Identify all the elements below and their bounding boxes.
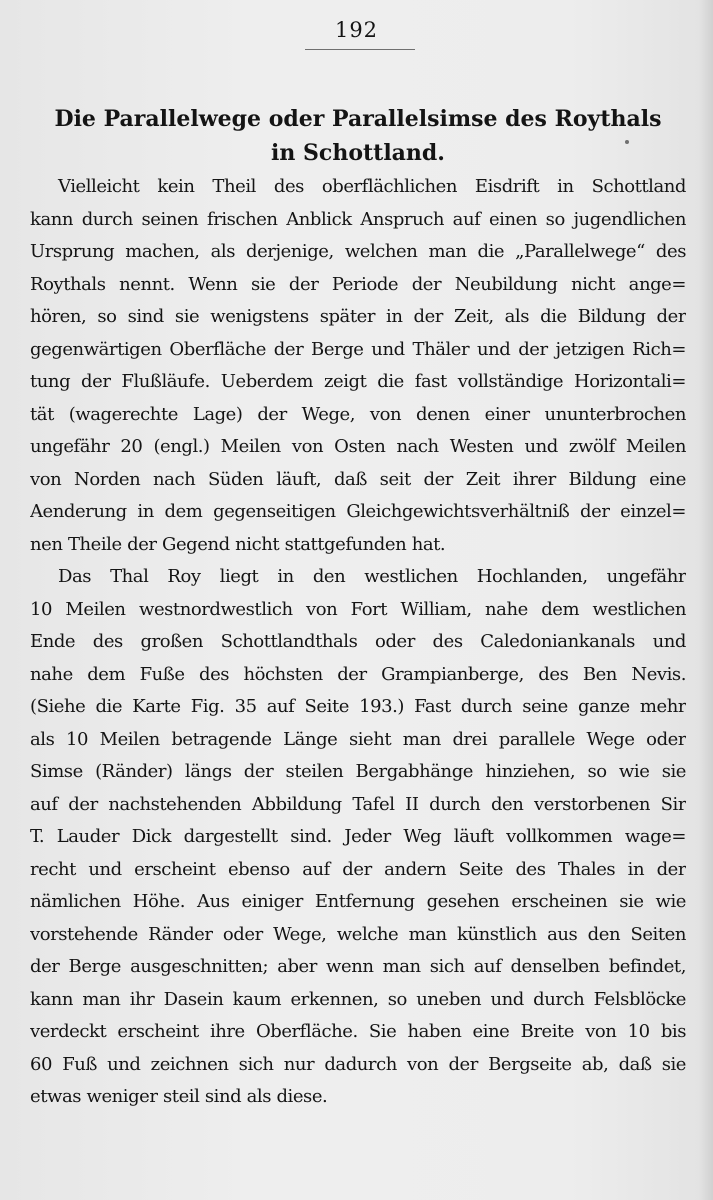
text-line: (Siehe die Karte Fig. 35 auf Seite 193.) Fast durch seine ganze mehr bbox=[30, 696, 686, 717]
paragraph-1 bbox=[30, 171, 686, 561]
text-line: auf der nachstehenden Abbildung Tafel II durch den verstorbenen Sir bbox=[30, 793, 686, 815]
heading-line-2: in Schottland. bbox=[271, 140, 445, 166]
text-line: ungefähr 20 (engl.) Meilen von Osten nach Westen und zwölf Meilen bbox=[30, 436, 686, 457]
text-line: recht und erscheint ebenso auf der andern Seite des Thales in der bbox=[30, 858, 686, 880]
paragraph-2 bbox=[30, 561, 686, 1114]
text-line: etwas weniger steil sind als diese. bbox=[30, 1086, 328, 1107]
page-number: 192 bbox=[334, 18, 379, 42]
text-line: Das Thal Roy liegt in den westlichen Hochlanden, ungefähr bbox=[58, 566, 686, 587]
text-line: vorstehende Ränder oder Wege, welche man künstlich aus den Seiten bbox=[30, 923, 686, 945]
text-line: Vielleicht kein Theil des oberflächlichen Eisdrift in Schottland bbox=[58, 176, 686, 197]
text-line: Simse (Ränder) längs der steilen Bergabhänge hinziehen, so wie sie bbox=[30, 761, 686, 782]
text-line: gegenwärtigen Oberfläche der Berge und Thäler und der jetzigen Rich= bbox=[30, 338, 686, 360]
text-line: 10 Meilen westnordwestlich von Fort William, nahe dem westlichen bbox=[30, 598, 686, 620]
text-line: kann durch seinen frischen Anblick Anspruch auf einen so jugendlichen bbox=[30, 208, 686, 230]
text-line: kann man ihr Dasein kaum erkennen, so uneben und durch Felsblöcke bbox=[30, 988, 686, 1010]
text-line: Aenderung in dem gegenseitigen Gleichgewichtsverhältniß der einzel= bbox=[30, 501, 686, 522]
section-heading bbox=[18, 102, 698, 170]
text-line: nämlichen Höhe. Aus einiger Entfernung gesehen erscheinen sie wie bbox=[30, 891, 686, 912]
body-text bbox=[30, 171, 686, 1114]
text-line: tung der Flußläufe. Ueberdem zeigt die fast vollständige Horizontali= bbox=[30, 371, 686, 392]
text-line: nahe dem Fuße des höchsten der Grampianberge, des Ben Nevis. bbox=[30, 663, 686, 685]
text-line: hören, so sind sie wenigstens später in der Zeit, als die Bildung der bbox=[30, 306, 686, 327]
text-line: als 10 Meilen betragende Länge sieht man drei parallele Wege oder bbox=[30, 728, 686, 750]
text-line: der Berge ausgeschnitten; aber wenn man sich auf denselben befindet, bbox=[30, 956, 686, 977]
text-line: Roythals nennt. Wenn sie der Periode der Neubildung nicht ange= bbox=[30, 273, 686, 295]
text-line: von Norden nach Süden läuft, daß seit der Zeit ihrer Bildung eine bbox=[30, 468, 686, 490]
text-line: 60 Fuß und zeichnen sich nur dadurch von der Bergseite ab, daß sie bbox=[30, 1053, 686, 1075]
text-line: tät (wagerechte Lage) der Wege, von denen einer ununterbrochen bbox=[30, 403, 686, 425]
page-number-rule bbox=[305, 49, 415, 50]
text-line: T. Lauder Dick dargestellt sind. Jeder Weg läuft vollkommen wage= bbox=[30, 826, 686, 847]
text-line: Ende des großen Schottlandthals oder des Caledoniankanals und bbox=[30, 631, 686, 652]
text-line: nen Theile der Gegend nicht stattgefunden hat. bbox=[30, 533, 446, 555]
page-edge-shadow bbox=[699, 0, 713, 1200]
text-line: verdeckt erscheint ihre Oberfläche. Sie haben eine Breite von 10 bis bbox=[30, 1021, 686, 1042]
heading-line-1: Die Parallelwege oder Parallelsimse des Roythals bbox=[54, 106, 662, 132]
text-line: Ursprung machen, als derjenige, welchen man die „Parallelwege“ des bbox=[30, 241, 686, 262]
